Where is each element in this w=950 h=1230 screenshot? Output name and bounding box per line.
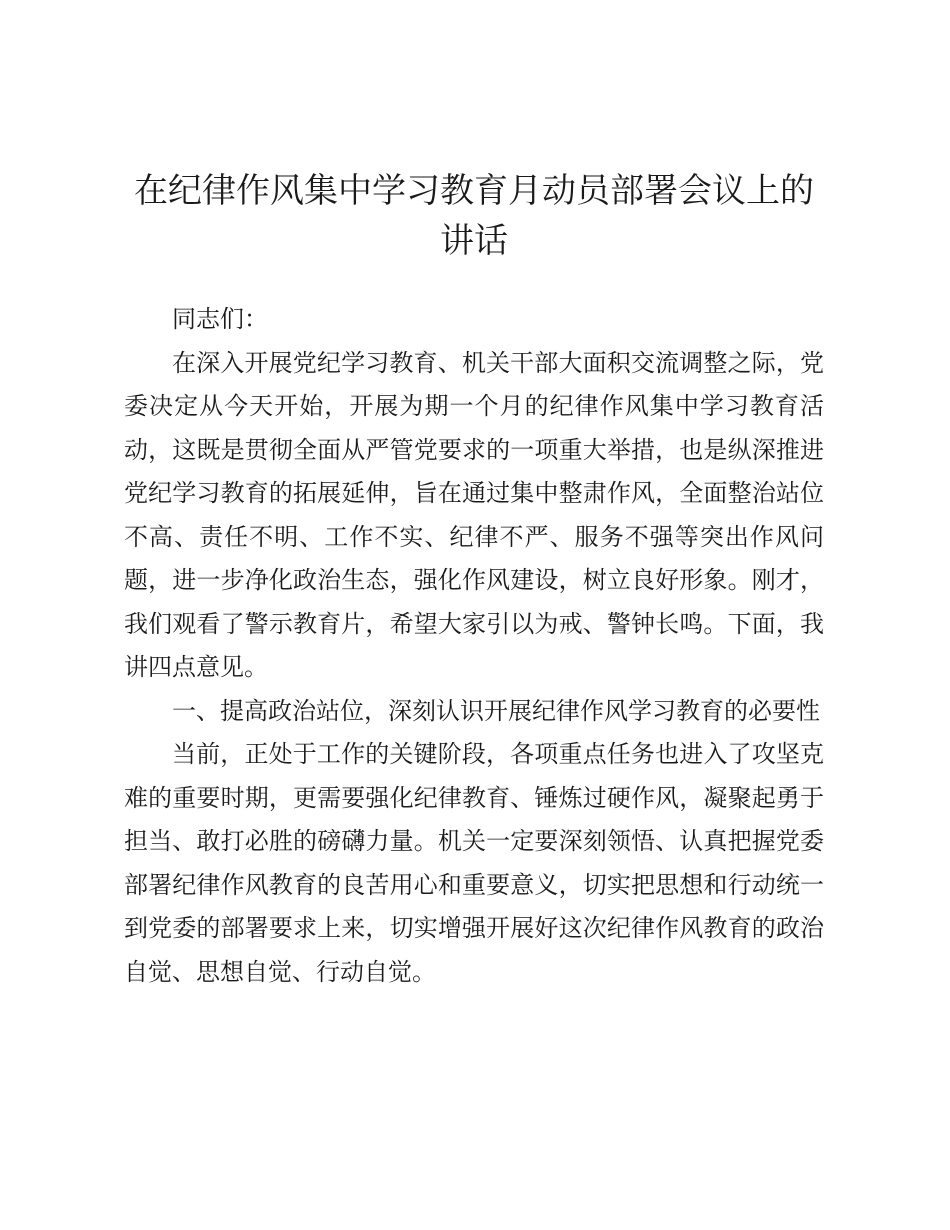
section-heading-1: 一、提高政治站位，深刻认识开展纪律作风学习教育的必要性	[172, 696, 820, 725]
title-line-1: 在纪律作风集中学习教育月动员部署会议上的	[134, 171, 814, 211]
intro-paragraph: 在深入开展党纪学习教育、机关干部大面积交流调整之际，党委决定从今天开始，开展为期一个月的纪律作风集中学习教育活动，这既是贯彻全面从严管党要求的一项重大举措，也是纵深推进党纪学习教育的拓展延伸，旨在通过集中整肃作风，全面整治站位不高、责任不明、工作不实、纪律不严、服务不强等突出作风问题，进一步净化政治生态，强化作风建设，树立良好形象。刚才，我们观看了警示教育片，希望大家引以为戒、警钟长鸣。下面，我讲四点意见。	[124, 348, 824, 681]
document-page	[124, 166, 824, 994]
salutation: 同志们：	[172, 305, 268, 333]
section-1-paragraph: 当前，正处于工作的关键阶段，各项重点任务也进入了攻坚克难的重要时期，更需要强化纪律教育、锤炼过硬作风，凝聚起勇于担当、敢打必胜的磅礴力量。机关一定要深刻领悟、认真把握党委部署纪律作风教育的良苦用心和重要意义，切实把思想和行动统一到党委的部署要求上来，切实增强开展好这次纪律作风教育的政治自觉、思想自觉、行动自觉。	[124, 740, 824, 986]
document-title	[124, 166, 824, 266]
title-line-2: 讲话	[440, 221, 508, 261]
document-body	[124, 298, 824, 994]
